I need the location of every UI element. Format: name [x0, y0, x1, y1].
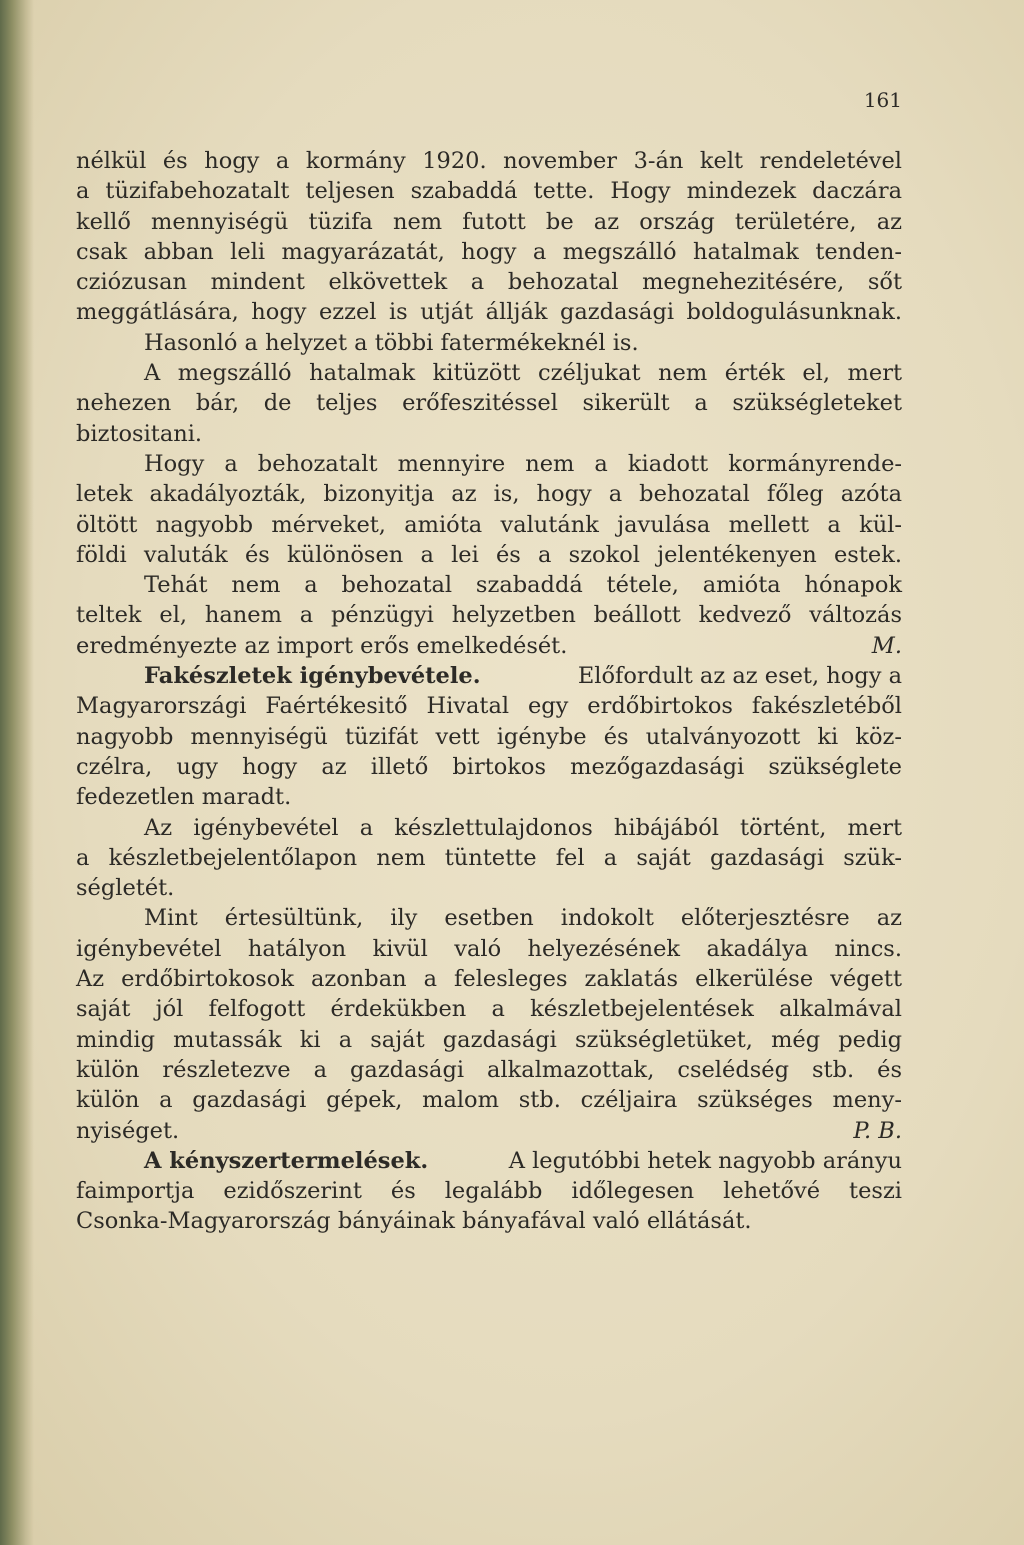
text-line: öltött nagyobb mérveket, amióta valutánk javulása mellett a kül- — [76, 511, 902, 538]
author-signature: P. B. — [853, 1117, 902, 1144]
text-line: nehezen bár, de teljes erőfeszitéssel sikerült a szükségleteket — [76, 390, 902, 417]
section-title: A kényszertermelések. — [144, 1147, 429, 1174]
text-line: fedezetlen maradt. — [76, 784, 292, 811]
text-line: külön részletezve a gazdasági alkalmazottak, cselédség stb. és — [76, 1056, 902, 1083]
text-line: Magyarországi Faértékesitő Hivatal egy erdőbirtokos fakészletéből — [76, 693, 902, 720]
text-line: czélra, ugy hogy az illető birtokos mezőgazdasági szükséglete — [76, 753, 902, 780]
page-number: 161 — [863, 88, 902, 112]
text-line: kellő mennyiségü tüzifa nem futott be az ország területére, az — [76, 208, 902, 235]
text-line: nélkül és hogy a kormány 1920. november 3-án kelt rendeletével — [76, 148, 902, 174]
section-heading-line — [76, 661, 902, 691]
text-line: faimportja ezidőszerint és legalább időlegesen lehetővé teszi — [76, 1178, 902, 1205]
text-line: meggátlására, hogy ezzel is utját állják gazdasági boldogulásunknak. — [76, 299, 902, 326]
text-line: nagyobb mennyiségü tüzifát vett igénybe és utalványozott ki köz- — [76, 723, 902, 750]
text-line-with-signature — [76, 631, 902, 661]
text-line: letek akadályozták, bizonyitja az is, hogy a behozatal főleg azóta — [76, 481, 902, 508]
text-line: a tüzifabehozatalt teljesen szabaddá tette. Hogy mindezek daczára — [76, 178, 902, 205]
text-fragment: eredményezte az import erős emelkedését. — [76, 632, 568, 659]
text-line: Hogy a behozatalt mennyire nem a kiadott kormányrende- — [144, 450, 902, 477]
text-line: külön a gazdasági gépek, malom stb. czéljaira szükséges meny- — [76, 1087, 902, 1114]
text-line: mindig mutassák ki a saját gazdasági szükségletüket, még pedig — [76, 1026, 902, 1053]
text-line: Az igénybevétel a készlettulajdonos hibájából történt, mert — [144, 814, 902, 841]
text-line: saját jól felfogott érdekükben a készletbejelentések alkalmával — [76, 996, 902, 1023]
text-fragment: A legutóbbi hetek nagyobb arányu — [508, 1147, 902, 1174]
text-line: teltek el, hanem a pénzügyi helyzetben beállott kedvező változás — [76, 602, 902, 629]
text-line: a készletbejelentőlapon nem tüntette fel a saját gazdasági szük- — [76, 844, 902, 871]
text-line: Mint értesültünk, ily esetben indokolt előterjesztésre az — [144, 905, 902, 932]
text-fragment: Előfordult az az eset, hogy a — [577, 663, 902, 690]
text-line: Hasonló a helyzet a többi fatermékeknél is. — [144, 329, 639, 356]
text-line: földi valuták és különösen a lei és a szokol jelentékenyen estek. — [76, 541, 902, 568]
text-line: csak abban leli magyarázatát, hogy a megszálló hatalmak tenden- — [76, 238, 902, 265]
text-line: Az erdőbirtokosok azonban a felesleges zaklatás elkerülése végett — [76, 966, 902, 993]
section-heading-line — [76, 1146, 902, 1176]
text-line: Csonka-Magyarország bányáinak bányafával való ellátását. — [76, 1208, 752, 1235]
text-line: Tehát nem a behozatal szabaddá tétele, amióta hónapok — [144, 572, 902, 599]
section-title: Fakészletek igénybevétele. — [144, 663, 481, 690]
text-line: ségletét. — [76, 875, 175, 902]
author-signature: M. — [871, 632, 902, 659]
text-fragment: nyiséget. — [76, 1117, 180, 1144]
text-line: igénybevétel hatályon kivül való helyezésének akadálya nincs. — [76, 935, 902, 962]
body-text — [76, 146, 902, 1237]
text-line: cziózusan mindent elkövettek a behozatal megnehezitésére, sőt — [76, 269, 902, 296]
text-line: A megszálló hatalmak kitüzött czéljukat nem érték el, mert — [144, 360, 902, 387]
book-spine-shadow — [0, 0, 34, 1545]
text-line: biztositani. — [76, 420, 203, 447]
text-line-with-signature — [76, 1116, 902, 1146]
